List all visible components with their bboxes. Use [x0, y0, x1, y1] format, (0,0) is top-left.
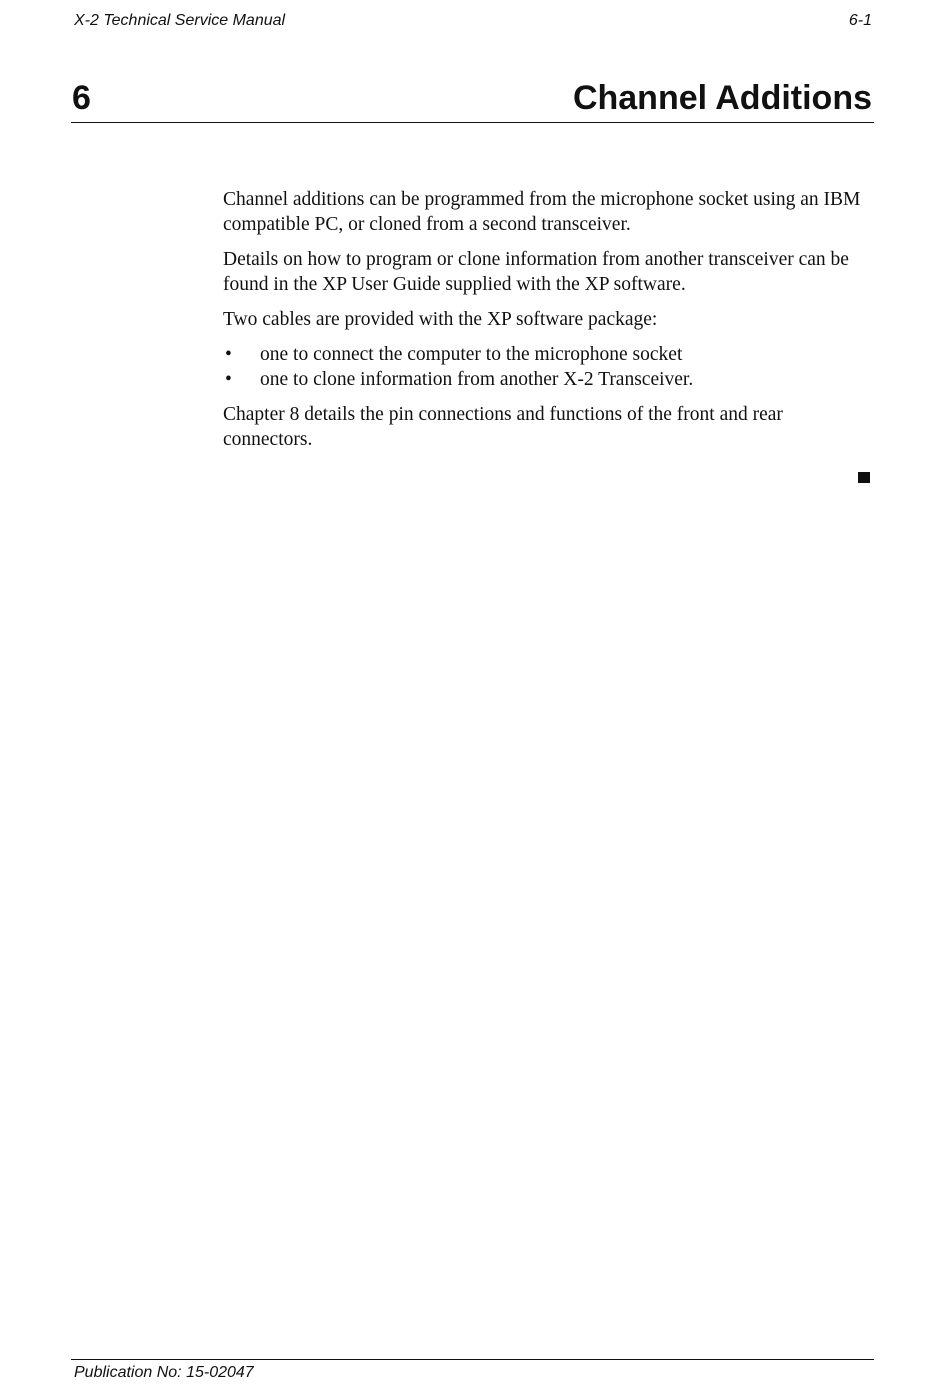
page-number: 6-1 — [848, 12, 872, 29]
heading-divider — [71, 122, 874, 123]
bullet-icon: • — [225, 369, 232, 390]
paragraph-intro: Channel additions can be programmed from the microphone socket using an IBM compatible PC, or cloned from a second transceiver. — [223, 189, 861, 235]
paragraph-chapter-reference: Chapter 8 details the pin connections and functions of the front and rear connectors. — [223, 404, 783, 450]
end-of-section-icon — [858, 472, 870, 483]
chapter-title: Channel Additions — [572, 79, 872, 117]
running-header — [74, 11, 872, 31]
body-text — [223, 187, 875, 462]
list-item — [223, 367, 875, 392]
list-item-text: one to clone information from another X-2 Transceiver. — [260, 369, 694, 390]
footer-divider — [71, 1359, 874, 1360]
cable-list — [223, 342, 875, 392]
chapter-heading — [72, 76, 872, 120]
manual-title: X-2 Technical Service Manual — [74, 12, 286, 29]
paragraph-cables: Two cables are provided with the XP software package: — [223, 309, 658, 330]
publication-number: Publication No: 15-02047 — [74, 1364, 254, 1381]
paragraph-details: Details on how to program or clone information from another transceiver can be found in the XP User Guide supplied with the XP software. — [223, 249, 849, 295]
chapter-number: 6 — [72, 79, 91, 117]
bullet-icon: • — [225, 344, 232, 365]
list-item-text: one to connect the computer to the microphone socket — [260, 344, 683, 365]
list-item — [223, 342, 875, 367]
